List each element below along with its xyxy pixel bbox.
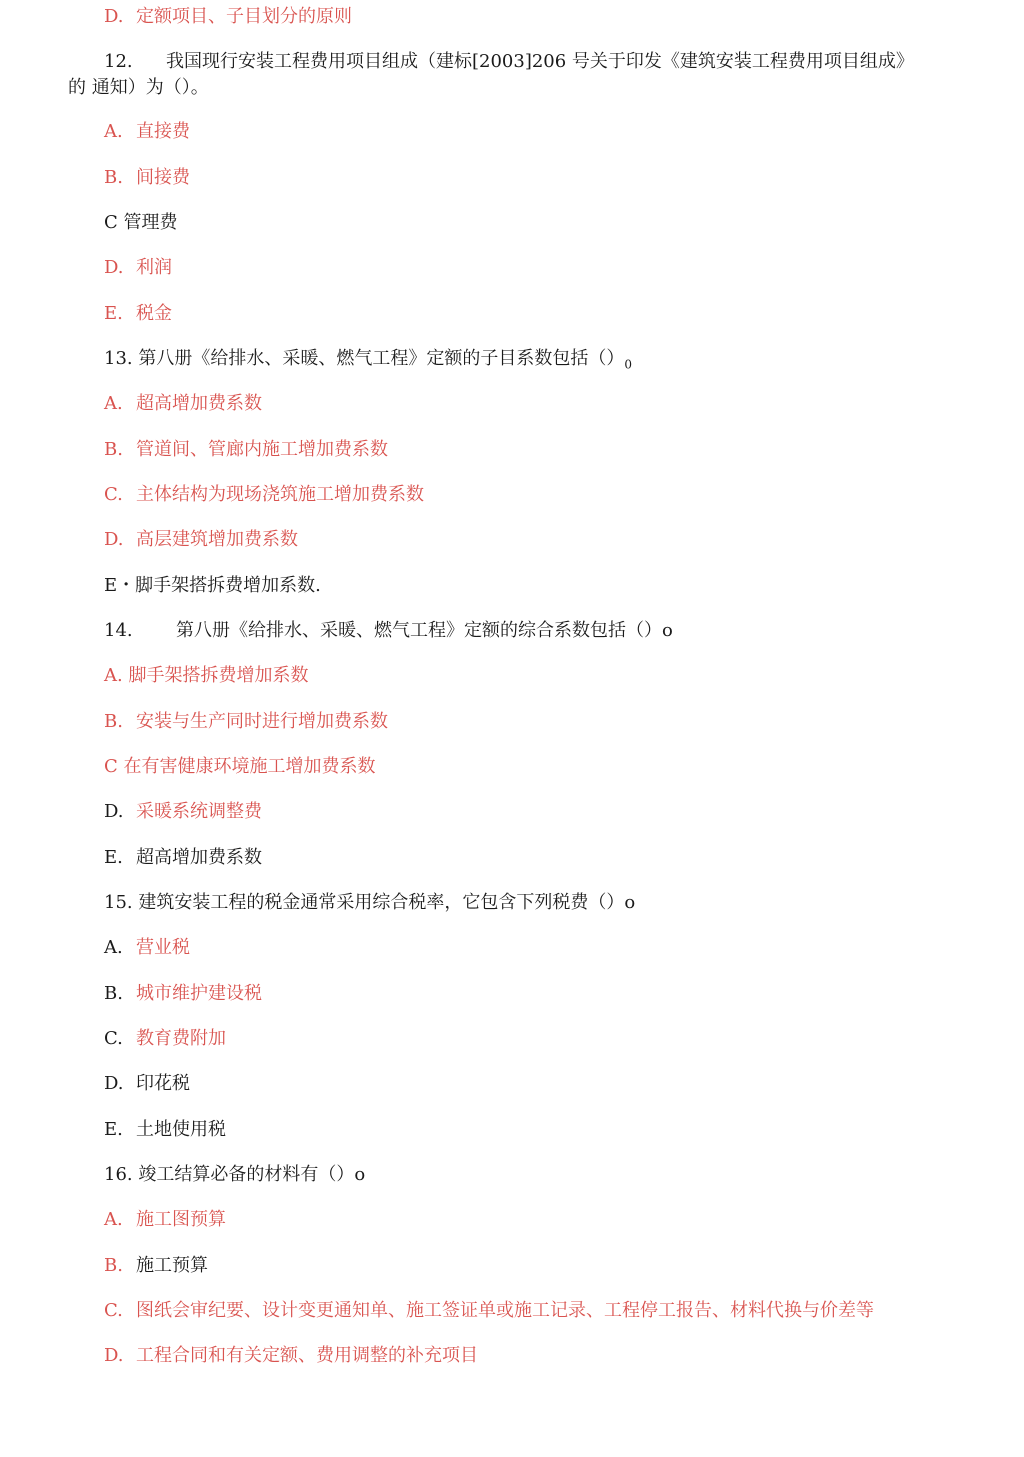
question-13: 13. 第八册《给排水、采暖、燃气工程》定额的子目系数包括$()_0$ [104,348,632,372]
question-14: 14. 第八册《给排水、采暖、燃气工程》定额的综合系数包括（）o [104,620,673,641]
q13-option-c: C. 主体结构为现场浇筑施工增加费系数 [104,484,424,505]
question-16: 16. 竣工结算必备的材料有（）o [104,1164,366,1185]
q13-option-d: D. 高层建筑增加费系数 [104,529,298,550]
question-12-continued: 的 通知）为（）。 [68,77,209,98]
q12-option-c: C 管理费 [104,212,178,233]
q16-option-c: C. 图纸会审纪要、设计变更通知单、施工签证单或施工记录、工程停工报告、材料代换与价差等 [104,1300,874,1321]
q16-option-d: D. 工程合同和有关定额、费用调整的补充项目 [104,1345,478,1366]
q13-option-a: A. 超高增加费系数 [104,393,262,414]
q12-option-a: A. 直接费 [104,121,190,142]
q16-option-a: A. 施工图预算 [104,1209,226,1230]
q12-option-d: D. 利润 [104,257,172,278]
question-15: 15. 建筑安装工程的税金通常采用综合税率，它包含下列税费（）o [104,892,636,913]
q15-option-e: E. 土地使用税 [104,1119,226,1140]
option-d-prev: D. 定额项目、子目划分的原则 [104,6,352,27]
q14-option-a: A. 脚手架搭拆费增加系数 [104,665,309,686]
q15-option-b: B. 城市维护建设税 [104,983,262,1004]
q12-option-b: B. 间接费 [104,167,190,188]
q13-option-e: E・脚手架搭拆费增加系数. [104,575,321,596]
q14-option-c: C 在有害健康环境施工增加费系数 [104,756,376,777]
q15-option-c: C. 教育费附加 [104,1028,226,1049]
q14-option-b: B. 安装与生产同时进行增加费系数 [104,711,388,732]
q14-option-d: D. 采暖系统调整费 [104,801,262,822]
q16-option-b: B. 施工预算 [104,1255,208,1276]
q13-option-b: B. 管道间、管廊内施工增加费系数 [104,439,388,460]
question-12: 12. 我国现行安装工程费用项目组成（建标[2003]206 号关于印发《建筑安装工程费用项目组成》 [104,51,914,72]
q15-option-d: D. 印花税 [104,1073,190,1094]
q15-option-a: A. 营业税 [104,937,190,958]
q12-option-e: E. 税金 [104,303,172,324]
q14-option-e: E. 超高增加费系数 [104,847,262,868]
